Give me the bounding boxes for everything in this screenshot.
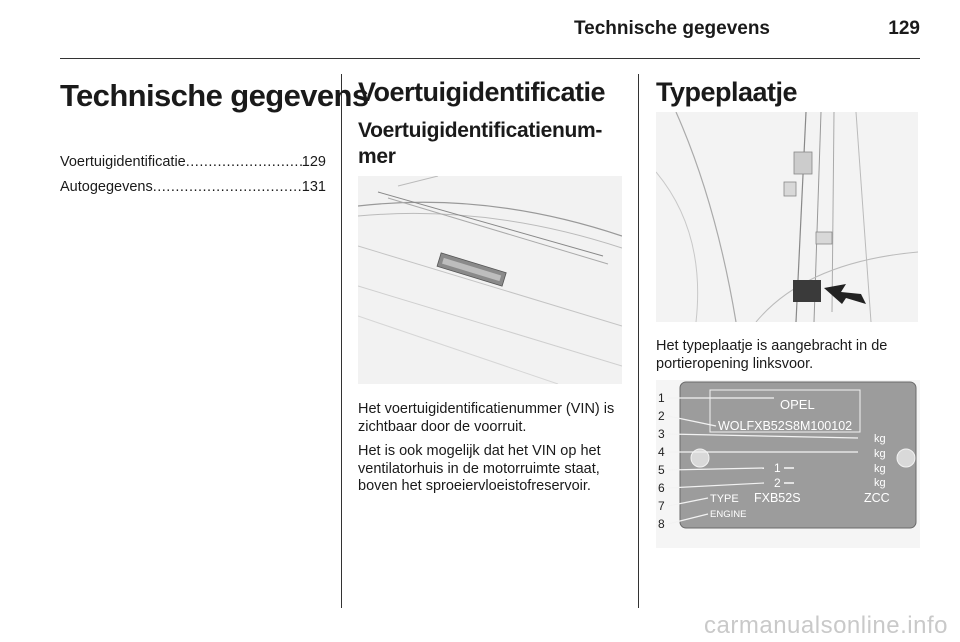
header-divider (60, 58, 920, 59)
plate-type-value: FXB52S (754, 491, 801, 505)
type-plate-diagram (656, 380, 920, 548)
callout-6: 6 (658, 481, 665, 495)
subsection-heading-vin: Voertuigidentificatienum- mer (358, 119, 603, 168)
toc-item-label: Autogegevens (60, 179, 153, 195)
callout-7: 7 (658, 499, 665, 513)
callout-3: 3 (658, 427, 665, 441)
vin-paragraph-1: Het voertuigidentificatienummer (VIN) is zichtbaar door de voorruit. (358, 401, 615, 435)
callout-2: 2 (658, 409, 665, 423)
plate-axle-1: 1 (774, 461, 781, 475)
plate-unit-3: kg (874, 463, 886, 475)
callout-4: 4 (658, 445, 665, 459)
toc-item-page: 129 (301, 154, 326, 170)
plate-type-label: TYPE (710, 493, 739, 505)
toc-dots (186, 150, 302, 175)
plate-unit-4: kg (874, 477, 886, 489)
plate-vin: WOLFXB52S8M100102 (718, 419, 853, 433)
section-heading-type-plate: Typeplaatje (656, 77, 798, 107)
page-header-title: Technische gegevens (573, 18, 770, 39)
watermark: carmanualsonline.info (704, 612, 948, 639)
toc-item-page: 131 (301, 179, 326, 195)
plate-engine-label: ENGINE (710, 509, 747, 520)
vin-paragraph-2: Het is ook mogelijk dat het VIN op het ventilatorhuis in de motorruimte staat, boven het sproeiervloeistofreservoir. (358, 443, 601, 494)
section-heading-vehicle-identification: Voertuigidentificatie (358, 77, 606, 107)
chapter-title: Technische gegevens (60, 78, 369, 113)
plate-brand: OPEL (780, 397, 815, 412)
callout-1: 1 (658, 391, 665, 405)
plate-unit-1: kg (874, 433, 886, 445)
toc-item[interactable] (60, 175, 326, 200)
callout-5: 5 (658, 463, 665, 477)
plate-type-code: ZCC (864, 491, 890, 505)
plate-axle-2: 2 (774, 476, 781, 490)
toc-item-label: Voertuigidentificatie (60, 154, 186, 170)
door-opening-illustration (656, 112, 918, 322)
toc-item[interactable] (60, 150, 326, 175)
type-plate-paragraph: Het typeplaatje is aangebracht in de portieropening linksvoor. (656, 338, 888, 372)
toc-dots (153, 175, 302, 200)
column-divider-right (638, 74, 639, 608)
plate-unit-2: kg (874, 448, 886, 460)
page-number: 129 (888, 18, 920, 39)
table-of-contents (60, 150, 326, 200)
callout-8: 8 (658, 517, 665, 531)
column-divider-left (341, 74, 342, 608)
vin-windshield-illustration (358, 176, 622, 384)
